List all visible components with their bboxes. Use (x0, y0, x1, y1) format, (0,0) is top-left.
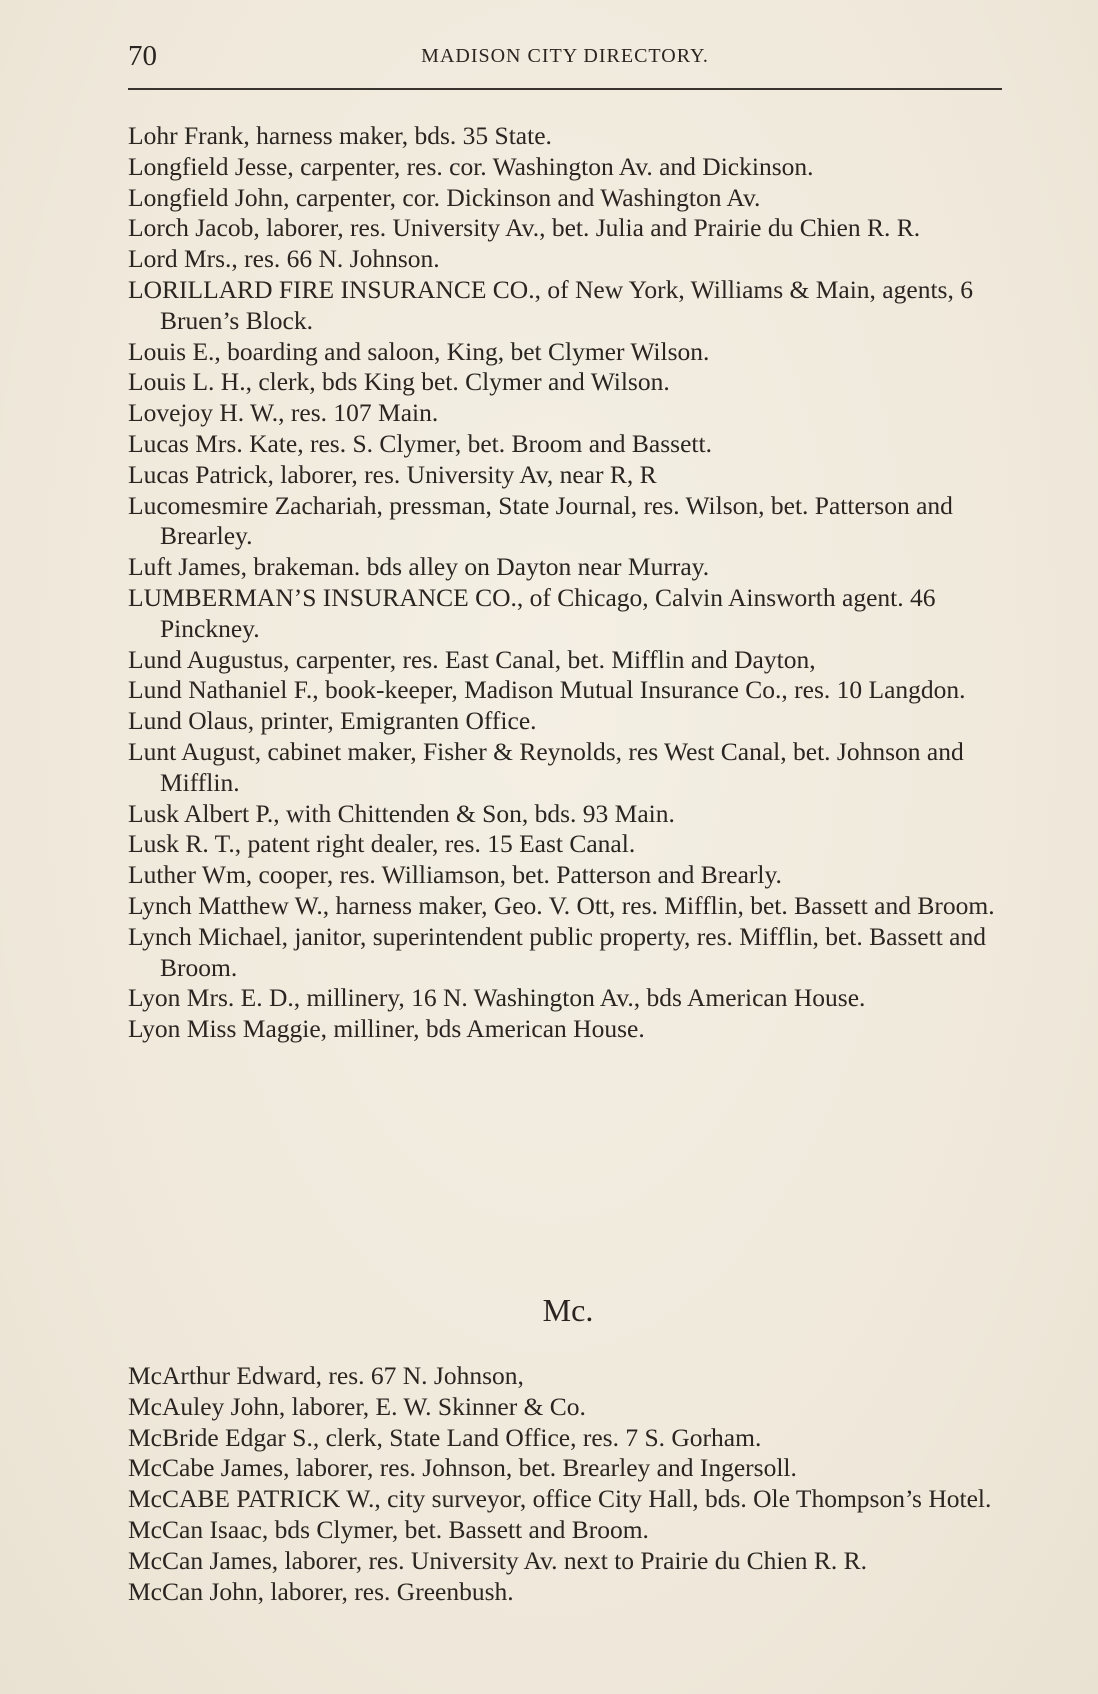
directory-entry: Lord Mrs., res. 66 N. Johnson. (128, 244, 440, 274)
directory-entry: McCABE PATRICK W., city surveyor, office City Hall, bds. Ole Thompson’s Hotel. (128, 1484, 992, 1514)
directory-entry: McCan James, laborer, res. University Av. next to Prairie du Chien R. R. (128, 1545, 868, 1575)
directory-entry: Longfield Jesse, carpenter, res. cor. Washington Av. and Dickinson. (128, 151, 814, 181)
directory-entry: Louis L. H., clerk, bds King bet. Clymer and Wilson. (128, 367, 670, 397)
directory-entry: Lund Nathaniel F., book-keeper, Madison Mutual Insurance Co., res. 10 Langdon. (128, 675, 966, 705)
directory-entry: Luft James, brakeman. bds alley on Dayton near Murray. (128, 552, 710, 582)
directory-entry: Lucomesmire Zachariah, pressman, State Journal, res. Wilson, bet. Patterson and Brearley. (128, 490, 953, 551)
directory-entry: Lusk R. T., patent right dealer, res. 15 East Canal. (128, 829, 636, 859)
directory-entry: McCan John, laborer, res. Greenbush. (128, 1576, 514, 1606)
directory-entry: Lyon Miss Maggie, milliner, bds American House. (128, 1014, 645, 1044)
directory-entry: Lucas Patrick, laborer, res. University Av, near R, R (128, 459, 657, 489)
header-rule (128, 88, 1002, 90)
directory-entry: Lyon Mrs. E. D., millinery, 16 N. Washington Av., bds American House. (128, 983, 866, 1013)
directory-entry: Lorch Jacob, laborer, res. University Av., bet. Julia and Prairie du Chien R. R. (128, 213, 921, 243)
directory-entry: McAuley John, laborer, E. W. Skinner & Co. (128, 1391, 586, 1421)
directory-entry: Louis E., boarding and saloon, King, bet Clymer Wilson. (128, 336, 710, 366)
running-head: MADISON CITY DIRECTORY. (421, 45, 709, 67)
directory-entry: Lucas Mrs. Kate, res. S. Clymer, bet. Broom and Bassett. (128, 428, 712, 458)
directory-entry: McCabe James, laborer, res. Johnson, bet. Brearley and Ingersoll. (128, 1453, 797, 1483)
page-header (128, 36, 1002, 76)
directory-entry: Lynch Matthew W., harness maker, Geo. V. Ott, res. Mifflin, bet. Bassett and Broom. (128, 890, 995, 920)
directory-entry: Lund Olaus, printer, Emigranten Office. (128, 706, 537, 736)
entries-l-list (128, 121, 1008, 1045)
directory-entry: McArthur Edward, res. 67 N. Johnson, (128, 1361, 524, 1390)
directory-entry: McCan Isaac, bds Clymer, bet. Bassett and Broom. (128, 1514, 649, 1544)
directory-entry: LUMBERMAN’S INSURANCE CO., of Chicago, Calvin Ainsworth agent. 46 Pinckney. (128, 582, 936, 643)
directory-entry: Luther Wm, cooper, res. Williamson, bet. Patterson and Brearly. (128, 860, 782, 890)
section-heading: Mc. (542, 1292, 594, 1328)
entries-mc-list (128, 1361, 1008, 1607)
directory-entry: Lovejoy H. W., res. 107 Main. (128, 398, 439, 428)
directory-entry: Lynch Michael, janitor, superintendent public property, res. Mifflin, bet. Bassett and Broom. (128, 921, 986, 982)
page-number: 70 (128, 40, 157, 72)
directory-entry: LORILLARD FIRE INSURANCE CO., of New York, Williams & Main, agents, 6 Bruen’s Block. (128, 274, 973, 335)
directory-entry: McBride Edgar S., clerk, State Land Office, res. 7 S. Gorham. (128, 1422, 762, 1452)
directory-entry: Lusk Albert P., with Chittenden & Son, bds. 93 Main. (128, 798, 675, 828)
directory-entry: Lund Augustus, carpenter, res. East Canal, bet. Mifflin and Dayton, (128, 644, 816, 674)
directory-entry: Longfield John, carpenter, cor. Dickinson and Washington Av. (128, 182, 761, 212)
directory-entry: Lohr Frank, harness maker, bds. 35 State. (128, 121, 552, 150)
directory-entry: Lunt August, cabinet maker, Fisher & Reynolds, res West Canal, bet. Johnson and Mifflin. (128, 736, 964, 797)
